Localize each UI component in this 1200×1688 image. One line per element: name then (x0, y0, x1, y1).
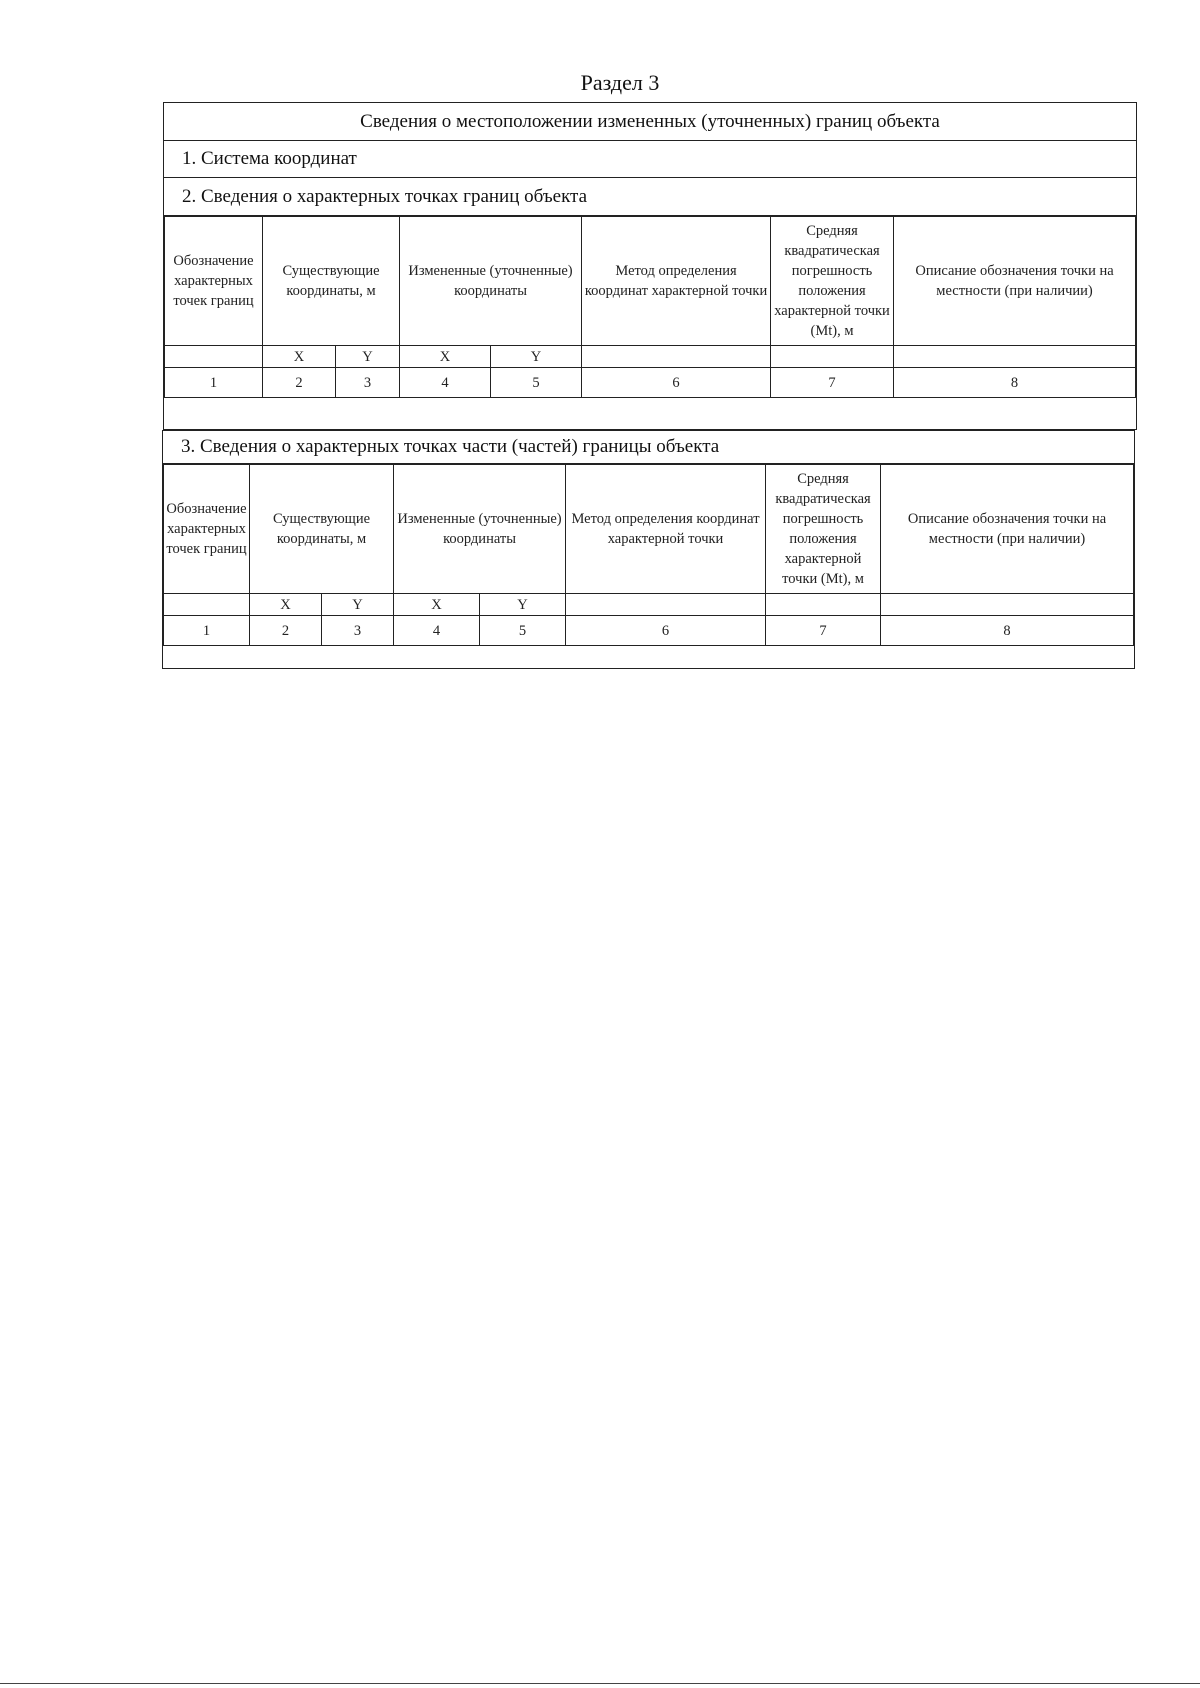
column-number: 7 (771, 368, 894, 398)
header-error: Средняя квадратическая погрешность положения характерной точки (Mt), м (766, 465, 881, 594)
header-row (165, 217, 1136, 346)
header-description: Описание обозначения точки на местности (при наличии) (894, 217, 1136, 346)
header-existing-coords: Существующие координаты, м (263, 217, 400, 346)
points-table-1 (164, 216, 1136, 398)
subheader-x: X (400, 346, 491, 368)
column-number: 2 (263, 368, 336, 398)
column-number: 8 (881, 616, 1134, 646)
subheader-empty (566, 594, 766, 616)
points-table-2 (163, 464, 1134, 646)
header-row (164, 465, 1134, 594)
block-title: Сведения о местоположении измененных (уточненных) границ объекта (164, 103, 1136, 141)
column-number: 7 (766, 616, 881, 646)
column-number: 4 (394, 616, 480, 646)
part-boundaries-block (162, 430, 1135, 669)
subheader-x: X (263, 346, 336, 368)
empty-row (163, 646, 1134, 668)
subheader-row (165, 346, 1136, 368)
column-number: 6 (582, 368, 771, 398)
column-number: 5 (480, 616, 566, 646)
subheader-empty (165, 346, 263, 368)
column-number: 4 (400, 368, 491, 398)
header-error: Средняя квадратическая погрешность положения характерной точки (Mt), м (771, 217, 894, 346)
boundaries-block (163, 102, 1137, 430)
subheader-x: X (394, 594, 480, 616)
subheader-row (164, 594, 1134, 616)
subheader-empty (881, 594, 1134, 616)
subheader-empty (766, 594, 881, 616)
column-number: 8 (894, 368, 1136, 398)
column-number-row (164, 616, 1134, 646)
empty-row (164, 398, 1136, 429)
coord-system-label: 1. Система координат (164, 141, 1136, 178)
section2-label: 2. Сведения о характерных точках границ объекта (164, 178, 1136, 216)
page-bottom-rule (0, 1683, 1200, 1684)
subheader-empty (771, 346, 894, 368)
header-point-designation: Обозначение характерных точек границ (164, 465, 250, 594)
column-number: 2 (250, 616, 322, 646)
subheader-empty (894, 346, 1136, 368)
column-number: 5 (491, 368, 582, 398)
subheader-y: Y (336, 346, 400, 368)
subheader-y: Y (491, 346, 582, 368)
column-number-row (165, 368, 1136, 398)
subheader-y: Y (322, 594, 394, 616)
header-method: Метод определения координат характерной точки (566, 465, 766, 594)
section-title: Раздел 3 (580, 70, 660, 95)
header-changed-coords: Измененные (уточненные) координаты (400, 217, 582, 346)
header-existing-coords: Существующие координаты, м (250, 465, 394, 594)
header-method: Метод определения координат характерной точки (582, 217, 771, 346)
header-point-designation: Обозначение характерных точек границ (165, 217, 263, 346)
subheader-x: X (250, 594, 322, 616)
column-number: 1 (165, 368, 263, 398)
column-number: 1 (164, 616, 250, 646)
subheader-y: Y (480, 594, 566, 616)
column-number: 3 (336, 368, 400, 398)
header-changed-coords: Измененные (уточненные) координаты (394, 465, 566, 594)
column-number: 3 (322, 616, 394, 646)
subheader-empty (582, 346, 771, 368)
header-description: Описание обозначения точки на местности (при наличии) (881, 465, 1134, 594)
column-number: 6 (566, 616, 766, 646)
section3-label: 3. Сведения о характерных точках части (частей) границы объекта (163, 430, 1134, 464)
subheader-empty (164, 594, 250, 616)
